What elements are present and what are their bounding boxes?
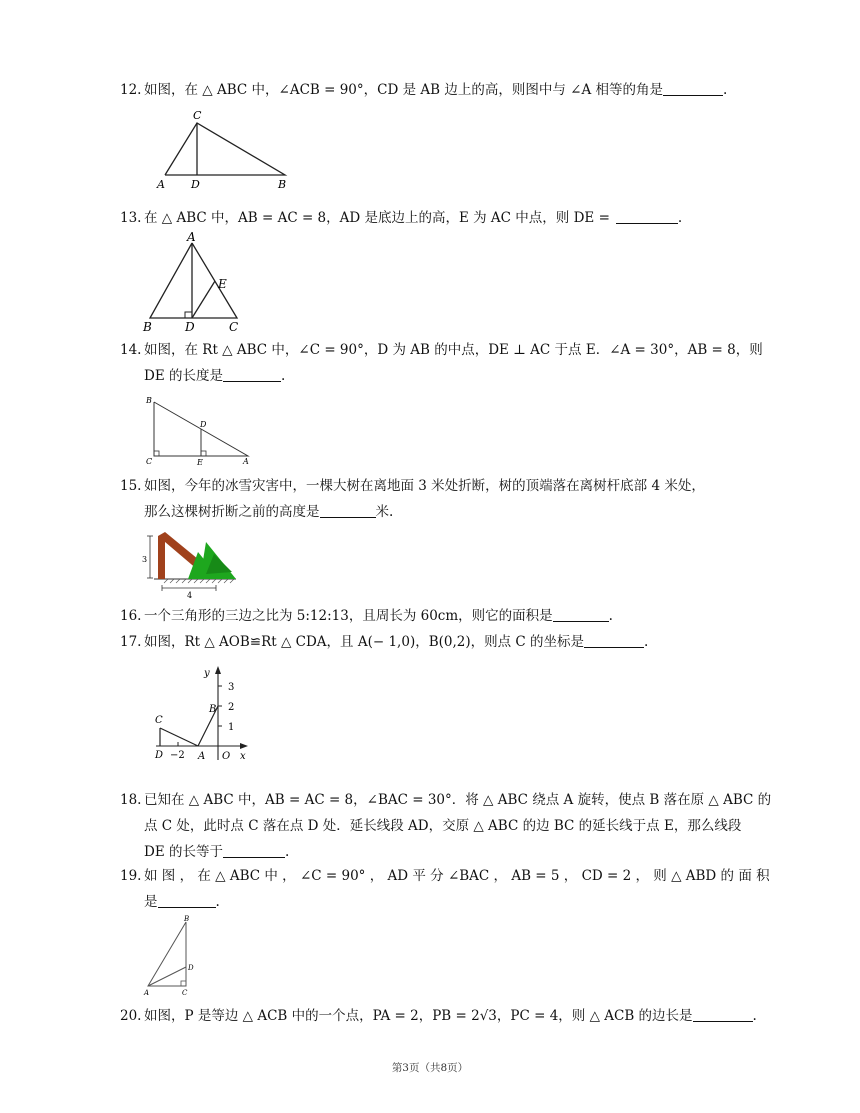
- svg-text:3: 3: [142, 555, 148, 564]
- svg-text:A: A: [157, 178, 165, 191]
- answer-blank[interactable]: [584, 633, 644, 648]
- answer-blank[interactable]: [158, 893, 216, 908]
- svg-text:D: D: [185, 320, 195, 334]
- svg-text:2: 2: [228, 702, 235, 713]
- page-footer: 第3页（共8页）: [391, 1062, 469, 1074]
- svg-text:A: A: [243, 457, 249, 466]
- answer-blank[interactable]: [693, 1007, 753, 1022]
- question-19-cont: 是 .: [144, 894, 220, 910]
- answer-blank[interactable]: [223, 843, 285, 858]
- figure-14: [140, 392, 260, 470]
- svg-text:D: D: [200, 420, 207, 429]
- svg-text:O: O: [222, 751, 231, 762]
- svg-text:A: A: [198, 751, 206, 762]
- svg-text:1: 1: [228, 722, 235, 733]
- figure-17: [148, 660, 258, 766]
- svg-text:C: C: [193, 109, 202, 122]
- svg-text:A: A: [144, 989, 150, 997]
- svg-text:C: C: [182, 989, 188, 997]
- svg-text:B: B: [278, 178, 287, 191]
- question-16: 16. 一个三角形的三边之比为 5:12:13，且周长为 60cm，则它的面积是 .: [120, 608, 613, 624]
- svg-text:B: B: [143, 320, 152, 334]
- question-12: 12. 如图，在 △ ABC 中，∠ACB = 90°，CD 是 AB 边上的高，则图中与 ∠A 相等的角是 .: [120, 82, 728, 98]
- svg-text:D: D: [191, 178, 200, 191]
- question-15-cont: 那么这棵树折断之前的高度是 米.: [144, 504, 394, 520]
- question-18-line3: DE 的长等于 .: [144, 844, 290, 860]
- figure-15: [140, 524, 240, 600]
- svg-text:C: C: [155, 715, 163, 726]
- question-19: 19. 如 图 ， 在 △ ABC 中 ， ∠C = 90° ， AD 平 分 ∠BAC ， AB = 5 ， CD = 2 ， 则 △ ABD 的 面 积: [120, 868, 770, 884]
- figure-12: [145, 105, 305, 195]
- figure-19: [140, 912, 202, 998]
- question-14-cont: DE 的长度是 .: [144, 368, 286, 384]
- svg-text:B: B: [184, 915, 190, 923]
- question-20: 20. 如图，P 是等边 △ ACB 中的一个点，PA = 2，PB = 2√3，PC = 4，则 △ ACB 的边长是 .: [120, 1008, 757, 1024]
- question-18-line2: 点 C 处，此时点 C 落在点 D 处．延长线段 AD，交原 △ ABC 的边 BC 的延长线于点 E，那么线段: [144, 818, 742, 834]
- svg-text:D: D: [188, 964, 194, 972]
- answer-blank[interactable]: [553, 607, 609, 622]
- svg-text:B: B: [146, 396, 152, 405]
- answer-blank[interactable]: [320, 503, 376, 518]
- answer-blank[interactable]: [616, 209, 678, 224]
- svg-text:y: y: [204, 668, 210, 679]
- svg-text:4: 4: [187, 591, 193, 600]
- svg-text:E: E: [197, 458, 203, 467]
- svg-text:C: C: [146, 457, 153, 466]
- svg-text:C: C: [229, 320, 239, 334]
- svg-text:A: A: [187, 230, 196, 244]
- question-15: 15. 如图，今年的冰雪灾害中，一棵大树在离地面 3 米处折断，树的顶端落在离树杆底部 4 米处，: [120, 478, 705, 494]
- svg-text:3: 3: [228, 682, 235, 693]
- question-13: 13. 在 △ ABC 中，AB = AC = 8，AD 是底边上的高，E 为 AC 中点，则 DE = .: [120, 210, 683, 226]
- svg-text:x: x: [240, 751, 246, 762]
- question-17: 17. 如图，Rt △ AOB≌Rt △ CDA，且 A(− 1,0)，B(0,2)，则点 C 的坐标是 .: [120, 634, 649, 650]
- svg-text:D: D: [155, 750, 164, 761]
- svg-text:−2: −2: [170, 750, 185, 761]
- figure-13: [140, 228, 250, 336]
- svg-text:B: B: [209, 704, 217, 715]
- question-14: 14. 如图，在 Rt △ ABC 中，∠C = 90°，D 为 AB 的中点，DE ⊥ AC 于点 E．∠A = 30°，AB = 8，则: [120, 342, 763, 358]
- answer-blank[interactable]: [223, 367, 281, 382]
- question-18: 18. 已知在 △ ABC 中，AB = AC = 8，∠BAC = 30°．将 △ ABC 绕点 A 旋转，使点 B 落在原 △ ABC 的: [120, 792, 772, 808]
- svg-text:E: E: [218, 277, 227, 291]
- answer-blank[interactable]: [663, 81, 723, 96]
